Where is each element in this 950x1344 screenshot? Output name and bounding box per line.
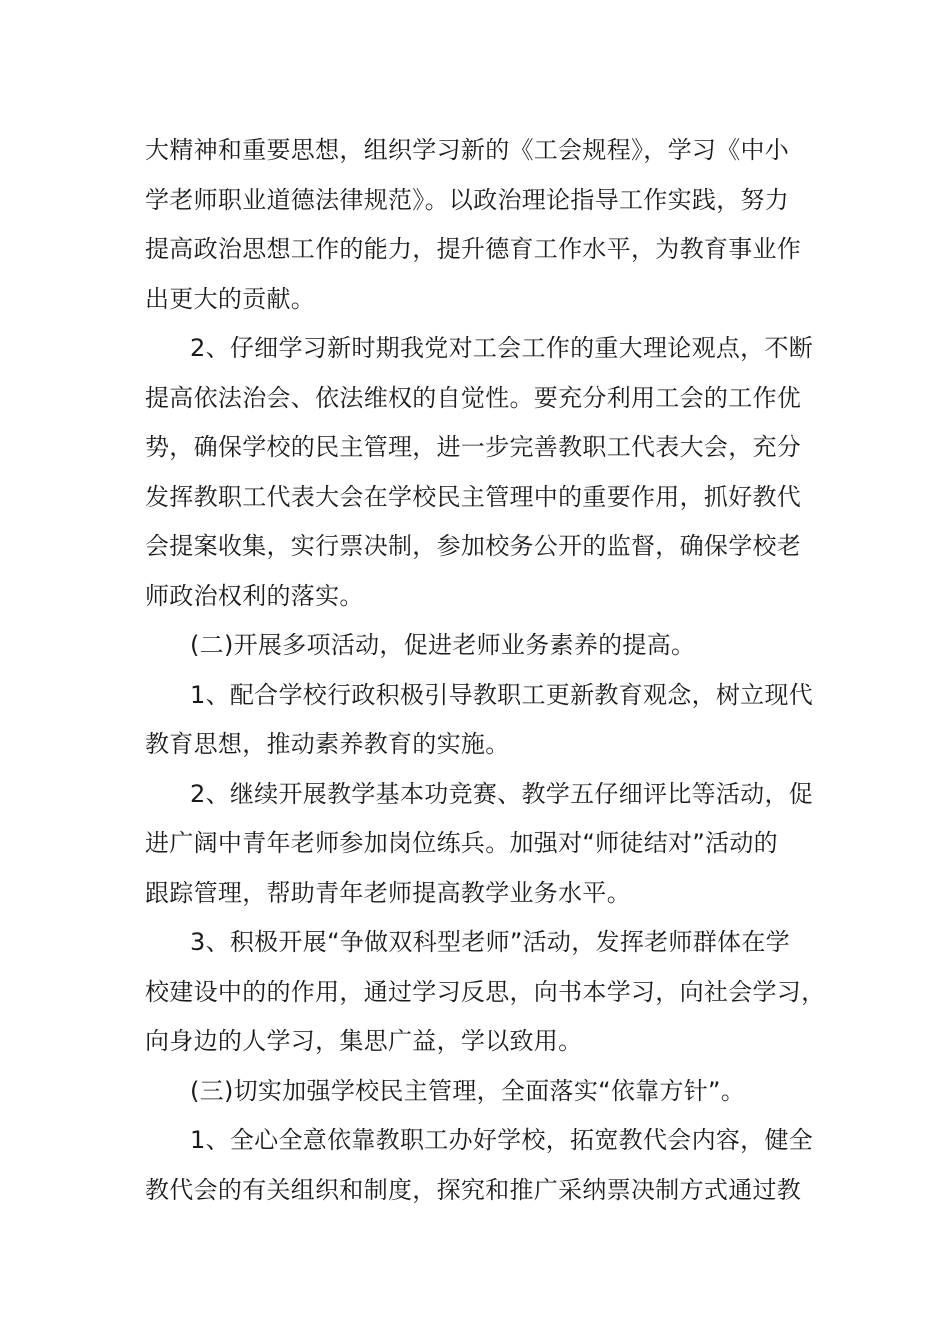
text-line: (三)切实加强学校民主管理，全面落实“依靠方针”。 xyxy=(190,1076,746,1105)
text-line: 1、配合学校行政积极引导教职工更新教育观念，树立现代 xyxy=(190,680,814,709)
text-line: 进广阔中青年老师参加岗位练兵。加强对“师徒结对”活动的 xyxy=(145,829,778,857)
text-line: (二)开展多项活动，促进老师业务素养的提高。 xyxy=(190,631,696,659)
document-body xyxy=(145,126,825,1215)
text-line: 会提案收集，实行票决制，参加校务公开的监督，确保学校老 xyxy=(145,532,802,560)
text-line: 3、积极开展“争做双科型老师”活动，发挥老师群体在学 xyxy=(190,928,790,956)
text-line: 提高政治思想工作的能力，提升德育工作水平，为教育事业作 xyxy=(145,235,802,263)
text-line: 学老师职业道德法律规范》。以政治理论指导工作实践，努力 xyxy=(145,185,790,214)
text-line: 教代会的有关组织和制度，探究和推广采纳票决制方式通过教 xyxy=(145,1175,802,1204)
text-line: 2、仔细学习新时期我党对工会工作的重大理论观点，不断 xyxy=(190,334,814,362)
text-line: 发挥教职工代表大会在学校民主管理中的重要作用，抓好教代 xyxy=(145,482,802,511)
text-line: 2、继续开展教学基本功竞赛、教学五仔细评比等活动，促 xyxy=(190,779,814,808)
text-line: 1、全心全意依靠教职工办好学校，拓宽教代会内容，健全 xyxy=(190,1126,814,1154)
text-line: 势，确保学校的民主管理，进一步完善教职工代表大会，充分 xyxy=(145,433,802,461)
text-line: 教育思想，推动素养教育的实施。 xyxy=(145,730,510,758)
text-line: 跟踪管理，帮助青年老师提高教学业务水平。 xyxy=(145,878,631,907)
text-line: 校建设中的的作用，通过学习反思，向书本学习，向社会学习， xyxy=(145,977,826,1006)
text-line: 师政治权利的落实。 xyxy=(145,581,364,610)
text-line: 提高依法治会、依法维权的自觉性。要充分利用工会的工作优 xyxy=(145,383,802,412)
text-line: 出更大的贡献。 xyxy=(145,284,316,313)
text-line: 向身边的人学习，集思广益，学以致用。 xyxy=(145,1027,583,1055)
text-line: 大精神和重要思想，组织学习新的《工会规程》，学习《中小 xyxy=(145,136,790,164)
